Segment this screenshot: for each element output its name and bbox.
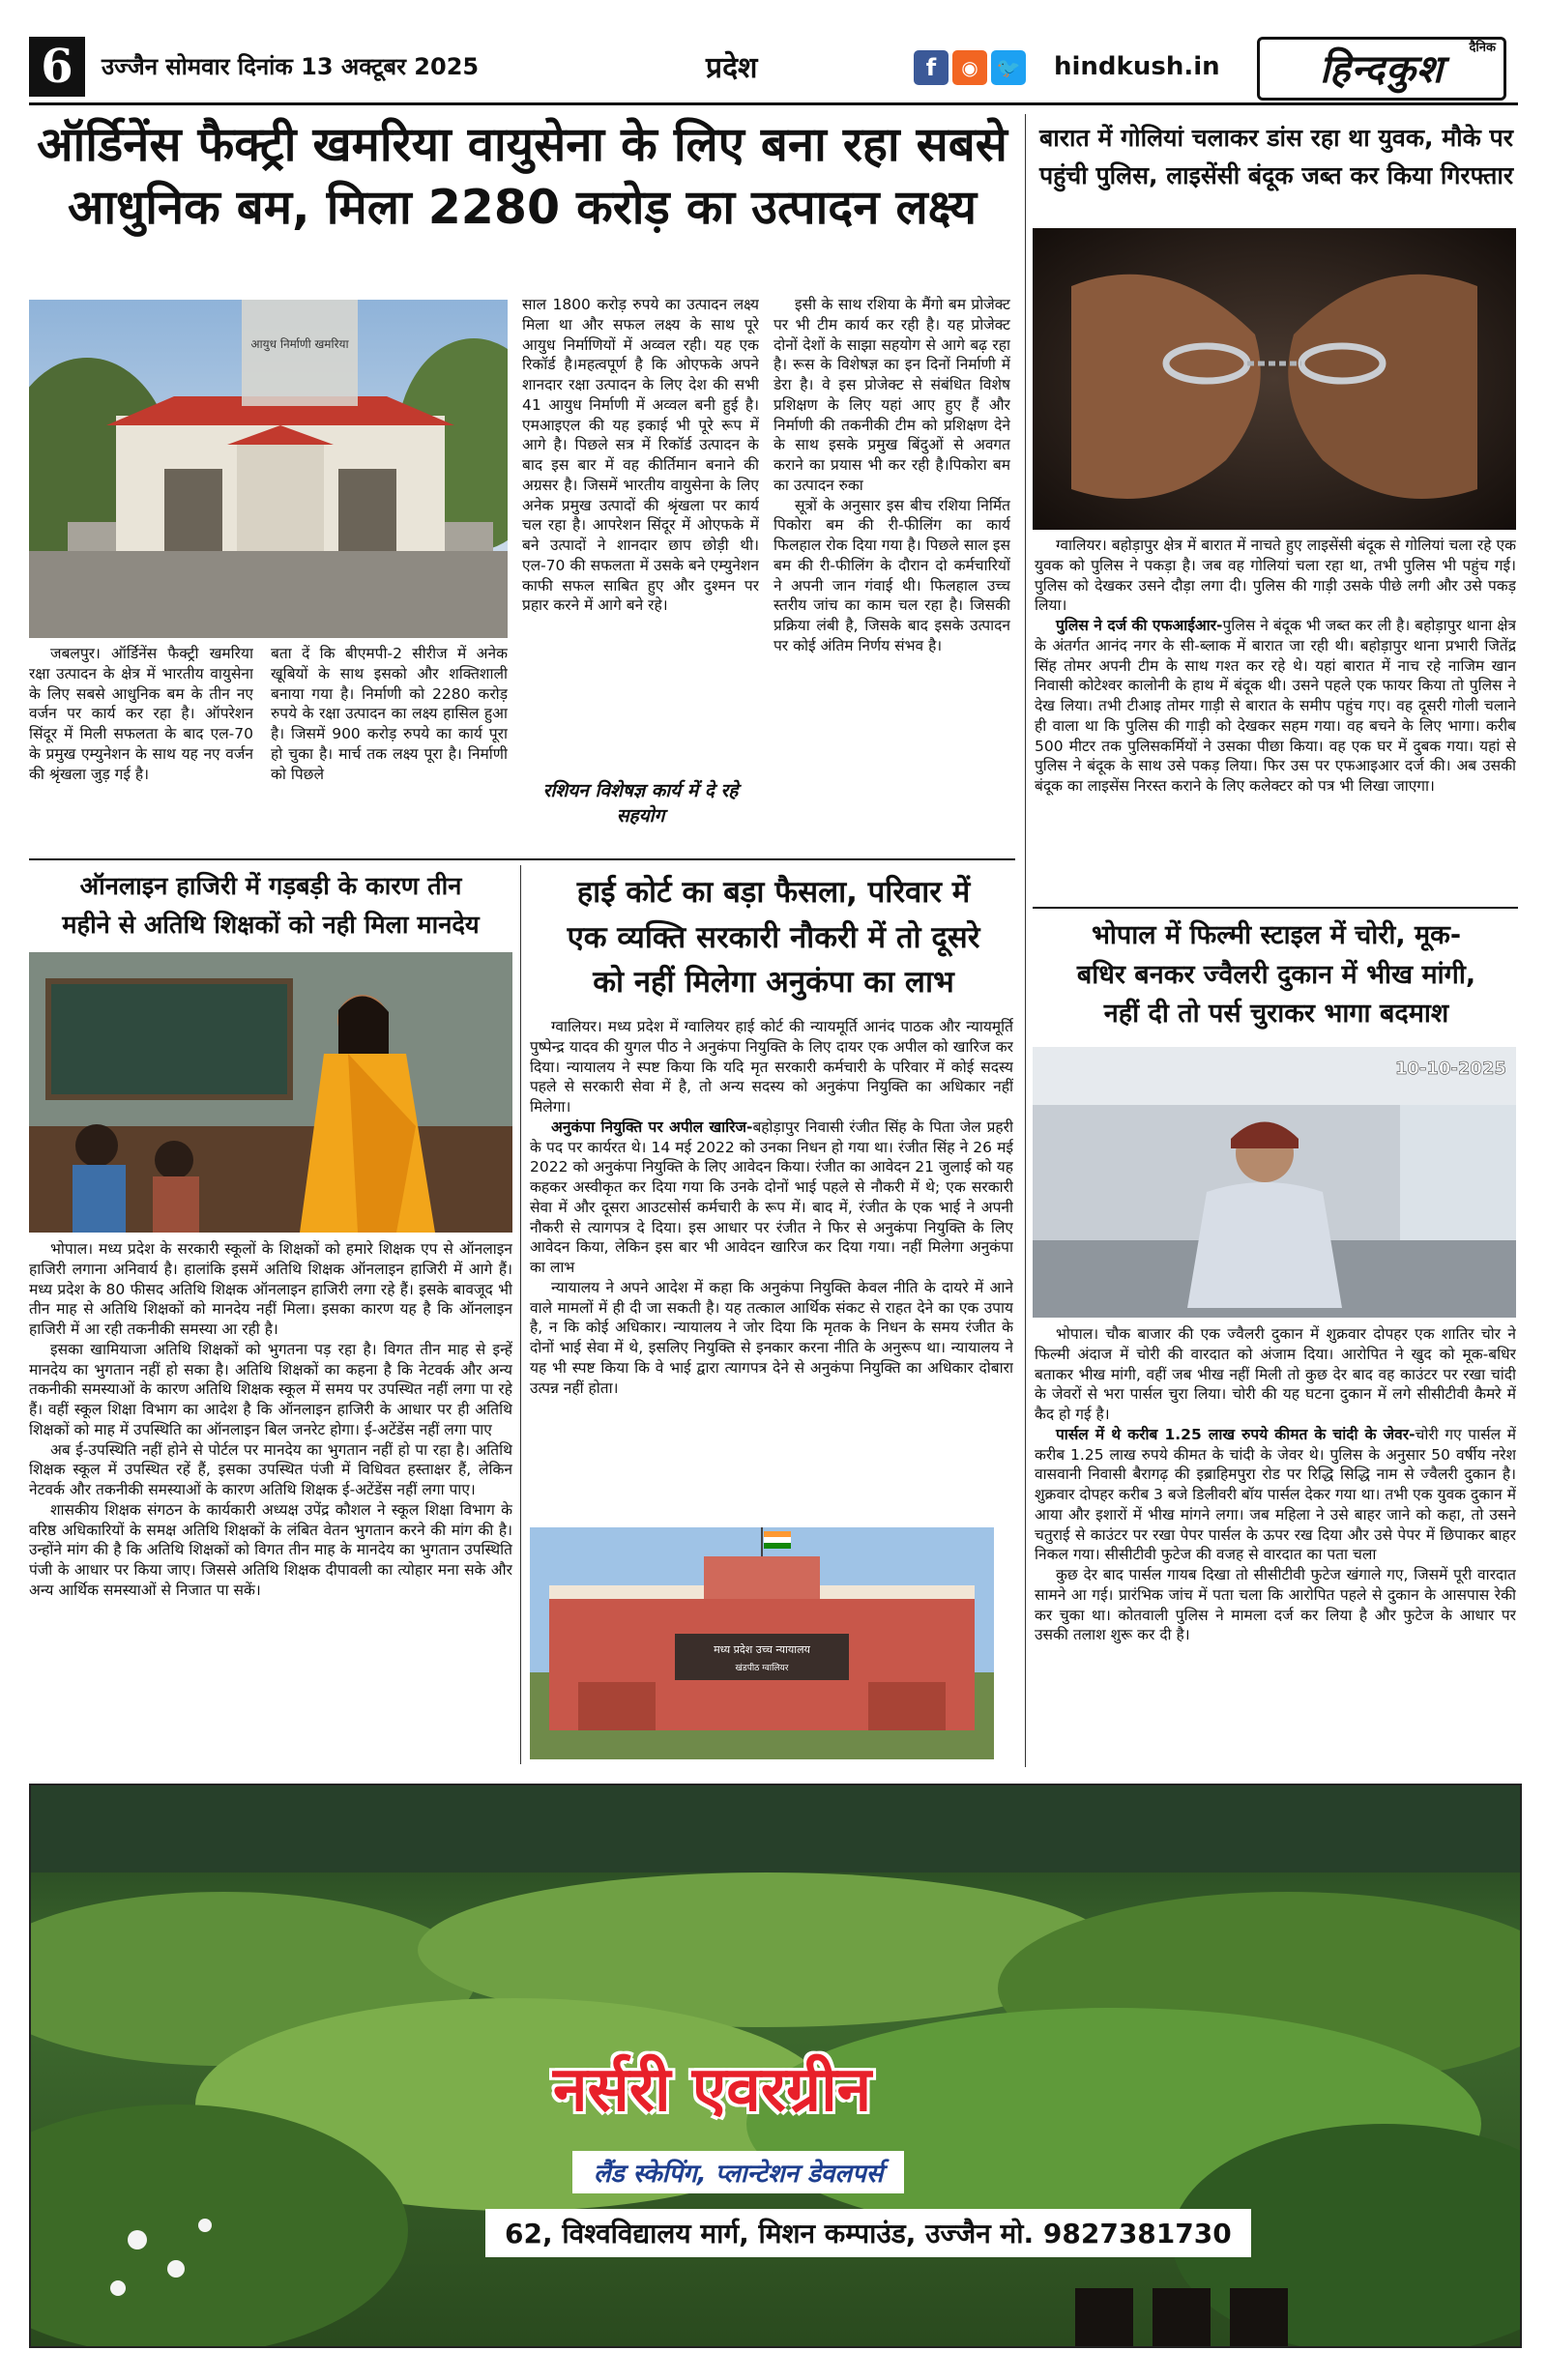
bhopal-headline (1035, 916, 1518, 1034)
ad-subtitle: लैंड स्केपिंग, प्लान्टेशन डेवलपर्स (572, 2151, 904, 2193)
page-number: 6 (29, 37, 85, 97)
header-rule (29, 102, 1518, 105)
gwalior-body (1035, 536, 1516, 893)
lead-column-1 (29, 644, 253, 847)
teachers-headline (29, 868, 512, 944)
site-url[interactable]: hindkush.in (1054, 52, 1220, 81)
ordnance-factory-photo (29, 300, 508, 638)
bhopal-headline-line3: नहीं दी तो पर्स चुराकर भागा बदमाश (1103, 999, 1449, 1029)
teachers-paragraph-1: भोपाल। मध्य प्रदेश के सरकारी स्कूलों के शिक्षकों को हमारे शिक्षक एप से ऑनलाइन हाजिरी लगाना अनिवार्य है। हालांकि इसमें अतिथि शिक्षक ऑनलाइन हाजिरी में आगे हैं। मध्य प्रदेश के 80 फीसद अतिथि शिक्षक ऑनलाइन हाजिरी लगा रहे हैं। इसके बावजूद भी तीन माह से अतिथि शिक्षकों को मानदेय नहीं मिला। इसका कारण यह है कि ऑनलाइन हाजिरी में आ रही तकनीकी समस्या आ रही है। (29, 1240, 512, 1339)
court-paragraph-1: ग्वालियर। मध्य प्रदेश में ग्वालियर हाई कोर्ट की न्यायमूर्ति आनंद पाठक और न्यायमूर्ति पुष्पेन्द्र यादव की युगल पीठ ने अनुकंपा नियुक्ति के लिए दायर एक अपील को खारिज कर दिया। न्यायालय ने स्पष्ट किया कि यदि मृत सरकारी कर्मचारी के परिवार में कोई सदस्य पहले से सरकारी सेवा में है, तो अन्य सदस्य को अनुकंपा नियुक्ति का अधिकार नहीं मिलेगा। (530, 1018, 1013, 1117)
bhopal-paragraph-3: कुछ देर बाद पार्सल गायब दिखा तो सीसीटीवी फुटेज खंगाले गए, जिसमें पूरी वारदात सामने आ गई। प्रारंभिक जांच में पता चला कि आरोपित पहले से दुकान के आसपास रेकी कर चुका था। कोतवाली पुलिस ने मामला दर्ज कर लिया है और फुटेज के आधार पर उसकी तलाश शुरू कर दी है। (1035, 1566, 1516, 1644)
court-headline-line2: एक व्यक्ति सरकारी नौकरी में तो दूसरे (567, 919, 980, 955)
bhopal-headline-line2: बधिर बनकर ज्वैलरी दुकान में भीख मांगी, (1076, 959, 1476, 990)
nursery-advertisement[interactable] (29, 1784, 1522, 2348)
teachers-paragraph-2: इसका खामियाजा अतिथि शिक्षकों को भुगतना पड़ रहा है। विगत तीन माह से इन्हें मानदेय का भुगतान नहीं हो सका है। अतिथि शिक्षकों का कहना है कि नेटवर्क और अन्य तकनीकी समस्याओं के कारण अतिथि शिक्षक स्कूल में समय पर उपस्थित नहीं लगा पा रहे हैं। वहीं स्कूल शिक्षा विभाग का आदेश है कि ऑनलाइन हाजिरी के आधार पर ही अतिथि शिक्षकों को माह में उपस्थिति का ऑनलाइन बिल जनरेट होगा। ई-अटेंडेंस नहीं लगा पाए (29, 1340, 512, 1438)
rss-icon[interactable]: ◉ (952, 50, 987, 85)
teachers-paragraph-3: अब ई-उपस्थिति नहीं होने से पोर्टल पर मानदेय का भुगतान नहीं हो पा रहा है। अतिथि शिक्षक स्कूल में उपस्थित रहें हैं, इसका उपस्थित पंजी में विधिवत हस्ताक्षर हैं, लेकिन नेटवर्क और तकनीकी समस्याओं के कारण अतिथि शिक्षक ई-अटेंडेंस नहीं लगा पाए। (29, 1440, 512, 1499)
section-title: प्रदेश (706, 51, 758, 85)
twitter-icon[interactable]: 🐦 (991, 50, 1026, 85)
dateline: उज्जैन सोमवार दिनांक 13 अक्टूबर 2025 (102, 53, 480, 80)
social-icons (914, 50, 1026, 85)
teachers-body (29, 1239, 512, 1761)
logo-main-text: हिन्दकुश (1319, 47, 1445, 92)
column-divider (1025, 114, 1026, 1767)
court-sign-line1: मध्य प्रदेश उच्च न्यायालय (714, 1643, 810, 1656)
gwalior-subhead: पुलिस ने दर्ज की एफआईआर- (1056, 617, 1223, 635)
gwalior-headline-line2: पहुंची पुलिस, लाइसेंसी बंदूक जब्त कर किया गिरफ्तार (1038, 160, 1514, 189)
gwalior-headline-line1: बारात में गोलियां चलाकर डांस रहा था युवक, मौके पर (1039, 124, 1513, 152)
ad-address: 62, विश्वविद्यालय मार्ग, मिशन कम्पाउंड, उज्जैन मो. 9827381730 (485, 2209, 1251, 2257)
newspaper-logo (1257, 37, 1506, 101)
court-headline-line3: को नहीं मिलेगा अनुकंपा का लाभ (593, 965, 954, 1000)
high-court-photo (530, 1527, 994, 1759)
teachers-headline-line2: महीने से अतिथि शिक्षकों को नही मिला मानदेय (62, 910, 480, 940)
bhopal-paragraph-2: चोरी गए पार्सल में करीब 1.25 लाख रुपये कीमत के चांदी के जेवर थे। पुलिस के अनुसार 50 वर्षीय नरेश वासवानी निवासी बैरागढ़ की इब्राहिमपुरा रोड पर रिद्धि सिद्धि नाम से ज्वैलरी दुकान है। शुक्रवार दोपहर करीब 3 बजे डिलीवरी बॉय पार्सल देकर गया था। तभी एक युवक दुकान में आया और इशारों में भीख मांगने लगा। जब महिला ने उसे बाहर जाने को कहा, तो उसने चतुराई से काउंटर पर रखा पेपर पार्सल के ऊपर रख दिया और उसे पेपर में छिपाकर बाहर निकल गया। सीसीटीवी फुटेज की वजह से वारदात का पता चला (1035, 1425, 1516, 1564)
lead-paragraph-5: सूत्रों के अनुसार इस बीच रशिया निर्मित पिकोरा बम की री-फीलिंग का कार्य फिलहाल रोक दिया गया है। पिछले साल इस बम की री-फीलिंग के दौरान दो कर्मचारियों ने अपनी जान गंवाई थी। फिलहाल उच्च स्तरीय जांच का काम चल रहा है। जिसकी प्रक्रिया लंबी है, जिसके बाद इसके उत्पादन पर कोई अंतिम निर्णय संभव है। (774, 496, 1010, 655)
facebook-icon[interactable]: f (914, 50, 949, 85)
court-headline-line1: हाई कोर्ट का बड़ा फैसला, परिवार में (576, 875, 971, 910)
gwalior-headline (1035, 120, 1518, 195)
lead-paragraph-2: बता दें कि बीएमपी-2 सीरीज में अनेक खूबियों के साथ इसको और शक्तिशाली बनाया गया है। निर्माणी को 2280 करोड़ रुपये के रक्षा उत्पादन का लक्ष्य हासिल हुआ है। जिसमें 900 करोड़ रुपये का कार्य पूरा हो चुका है। मार्च तक लक्ष्य पूरा है। निर्माणी को पिछले (271, 645, 508, 783)
factory-sign-text: आयुध निर्माणी खमरिया (250, 337, 349, 351)
gwalior-paragraph-2: पुलिस ने बंदूक भी जब्त कर ली है। बहोड़ापुर थाना क्षेत्र के अंतर्गत आनंद नगर के सी-ब्लाक में बारात जा रही थी। बहोड़ापुर थाना प्रभारी जितेंद्र सिंह तोमर अपनी टीम के साथ गश्त कर रहे थे। यहां बारात में नाच रहे नाजिम खान निवासी कोटेश्वर कालोनी के हाथ में बंदूक थी। उसने पहले एक फायर किया तो पुलिस ने देख लिया। तभी टीआइ तोमर गाड़ी से बारात के समीप पहुंच गए। वह दूसरी गोली चलाने ही वाला था कि पुलिस की गाड़ी को देखकर सहम गया। वह बचने के लिए भागा। करीब 500 मीटर तक पुलिसकर्मियों ने उसका पीछा किया। वह एक घर में दुबक गया। यहां से पुलिस ने बंदूक के साथ उसे पकड़ लिया। फिर उस पर एफआइआर दर्ज की। अब उसकी बंदूक का लाइसेंस निरस्त कराने के लिए कलेक्टर को पत्र भी लिखा जाएगा। (1035, 617, 1516, 796)
lead-column-4 (774, 295, 1010, 841)
cctv-date: 10-10-2025 (1394, 1059, 1506, 1079)
lead-column-2 (271, 644, 508, 847)
court-sign-line2: खंडपीठ ग्वालियर (735, 1664, 789, 1673)
bhopal-subhead: पार्सल में थे करीब 1.25 लाख रुपये कीमत के चांदी के जेवर- (1056, 1425, 1416, 1443)
bhopal-body (1035, 1324, 1516, 1759)
lead-paragraph-4: इसी के साथ रशिया के मैंगो बम प्रोजेक्ट पर भी टीम कार्य कर रही है। यह प्रोजेक्ट दोनों देशों के साझा सहयोग से आगे बढ़ रहा है। रूस के विशेषज्ञ का इन दिनों निर्माणी में डेरा है। वे इस प्रोजेक्ट से संबंधित विशेष प्रशिक्षण के लिए यहां आए हुए हैं और निर्माणी की तकनीकी टीम को प्रशिक्षण देने के साथ इसके प्रमुख बिंदुओं से अवगत कराने का प्रयास भी कर रही है।पिकोरा बम का उत्पादन रुका (774, 296, 1010, 494)
logo-small-text: दैनिक (1469, 41, 1496, 55)
lead-column-3 (522, 295, 759, 770)
lead-subhead: रशियन विशेषज्ञ कार्य में दे रहे सहयोग (542, 780, 739, 827)
court-paragraph-2: बहोड़ापुर निवासी रंजीत सिंह के पिता जेल प्रहरी के पद पर कार्यरत थे। 14 मई 2022 को उनका निधन हो गया था। रंजीत सिंह ने 26 मई 2022 को अनुकंपा नियुक्ति के लिए आवेदन किया। रंजीत का आवेदन 21 जुलाई को यह कहकर अस्वीकृत कर दिया गया कि उनके दोनों भाई पहले से नौकरी में थे; एक सरकारी सेवा में और दूसरा आउटसोर्स कर्मचारी के रूप में। बाद में, रंजीत के एक भाई ने अपनी नौकरी से त्यागपत्र दे दिया। इस आधार पर रंजीत ने फिर से अनुकंपा नियुक्ति के लिए आवेदन किया, लेकिन इस बार भी आवेदन खारिज कर दिया गया। नहीं मिलेगा अनुकंपा का लाभ (530, 1117, 1013, 1277)
court-paragraph-3: न्यायालय ने अपने आदेश में कहा कि अनुकंपा नियुक्ति केवल नीति के दायरे में आने वाले मामलों में ही दी जा सकती है। यह तत्काल आर्थिक संकट से राहत देने का एक उपाय है, न कि कोई अधिकार। न्यायालय ने जोर दिया कि मृतक के निधन के समय रंजीत के दोनों भाई सेवा में थे, इसलिए नियुक्ति से इनकार करना नीति के अनुरूप था। न्यायालय ने यह भी स्पष्ट किया कि वे भाई द्वारा त्यागपत्र देने से अनुकंपा नियुक्ति का अधिकार दोबारा उत्पन्न नहीं होता। (530, 1278, 1013, 1397)
court-body (530, 1017, 1013, 1520)
page-header (29, 37, 1518, 101)
section-rule-right (1033, 907, 1518, 909)
column-divider-2 (520, 865, 521, 1764)
classroom-photo (29, 952, 512, 1233)
lead-headline (29, 114, 1015, 239)
bhopal-paragraph-1: भोपाल। चौक बाजार की एक ज्वैलरी दुकान में शुक्रवार दोपहर एक शातिर चोर ने फिल्मी अंदाज में चोरी की वारदात को अंजाम दिया। आरोपित ने खुद को मूक-बधिर बताकर भीख मांगी, वहीं जब भीख नहीं मिली तो कुछ देर बाद वह काउंटर पर रखा चांदी के जेवरों से भरा पार्सल चुरा लिया। चोरी की यह घटना दुकान में लगे सीसीटीवी कैमरे में कैद हो गई है। (1035, 1325, 1516, 1424)
teachers-paragraph-4: शासकीय शिक्षक संगठन के कार्यकारी अध्यक्ष उपेंद्र कौशल ने स्कूल शिक्षा विभाग के वरिष्ठ अधिकारियों के समक्ष अतिथि शिक्षकों के लंबित वेतन भुगतान करने की मांग की है। उन्होंने मांग की है कि अतिथि शिक्षकों को विगत तीन माह के मानदेय का भुगतान उपस्थिति पंजी के आधार पर किया जाए। जिससे अतिथि शिक्षक दीपावली का त्योहार मना सके और अन्य आर्थिक समस्याओं से निजात पा सकें। (29, 1500, 512, 1600)
gwalior-paragraph-1: ग्वालियर। बहोड़ापुर क्षेत्र में बारात में नाचते हुए लाइसेंसी बंदूक से गोलियां चला रहे एक युवक को पुलिस ने पकड़ा है। जब वह गोलियां चला रहा था, तभी पुलिस भी पहुंच गई। पुलिस को देखकर उसने दौड़ा लगा दी। पुलिस की गाड़ी उसके पीछे लगी और उसे पकड़ लिया। (1035, 537, 1516, 615)
lead-headline-line2: आधुनिक बम, मिला 2280 करोड़ का उत्पादन लक्ष्य (67, 179, 978, 235)
lead-headline-line1: ऑर्डिनेंस फैक्ट्री खमरिया वायुसेना के लिए बना रहा सबसे (37, 117, 1007, 172)
lead-paragraph-3: साल 1800 करोड़ रुपये का उत्पादन लक्ष्य मिला था और सफल लक्ष्य के साथ पूरे आयुध निर्माणियों में अव्वल रही। यह एक रिकॉर्ड है।महत्वपूर्ण है कि ओएफके अपने शानदार रक्षा उत्पादन के लिए देश की सभी 41 आयुध निर्माणी में अव्वल बनी हुई है। एमआइएल की यह इकाई भी पूरे रूप में आगे है। पिछले सत्र में रिकॉर्ड उत्पादन के बाद इस बार में वह कीर्तिमान बनाने की अग्रसर है। जिसमें भारतीय वायुसेना के लिए अनेक प्रमुख उत्पादों की श्रृंखला पर कार्य चल रहा है। आपरेशन सिंदूर में ओएफके में बने उत्पादों ने शानदार छाप छोड़ी थी। एल-70 की सफलता में उसके बने एम्युनेशन काफी सफल साबित हुए और दुश्मन पर प्रहार करने में आगे बने रहे। (522, 296, 759, 615)
court-headline (527, 870, 1020, 1005)
ad-title: नर्सरी एवरग्रीन (553, 2054, 872, 2126)
bhopal-headline-line1: भोपाल में फिल्मी स्टाइल में चोरी, मूक- (1091, 920, 1462, 950)
handcuffs-photo (1033, 228, 1516, 530)
cctv-still-photo (1033, 1047, 1516, 1318)
court-subhead: अनुकंपा नियुक्ति पर अपील खारिज- (551, 1117, 753, 1136)
lead-paragraph-1: जबलपुर। ऑर्डिनेंस फैक्ट्री खमरिया रक्षा उत्पादन के क्षेत्र में भारतीय वायुसेना के लिए सबसे आधुनिक बम के तीन नए वर्जन पर कार्य कर रहा है। ऑपरेशन सिंदूर में मिली सफलता के बाद एल-70 के प्रमुख एम्युनेशन के साथ यह नए वर्जन की श्रृंखला जुड़ गई है। (29, 645, 253, 783)
teachers-headline-line1: ऑनलाइन हाजिरी में गड़बड़ी के कारण तीन (79, 872, 462, 901)
section-rule (29, 858, 1015, 860)
